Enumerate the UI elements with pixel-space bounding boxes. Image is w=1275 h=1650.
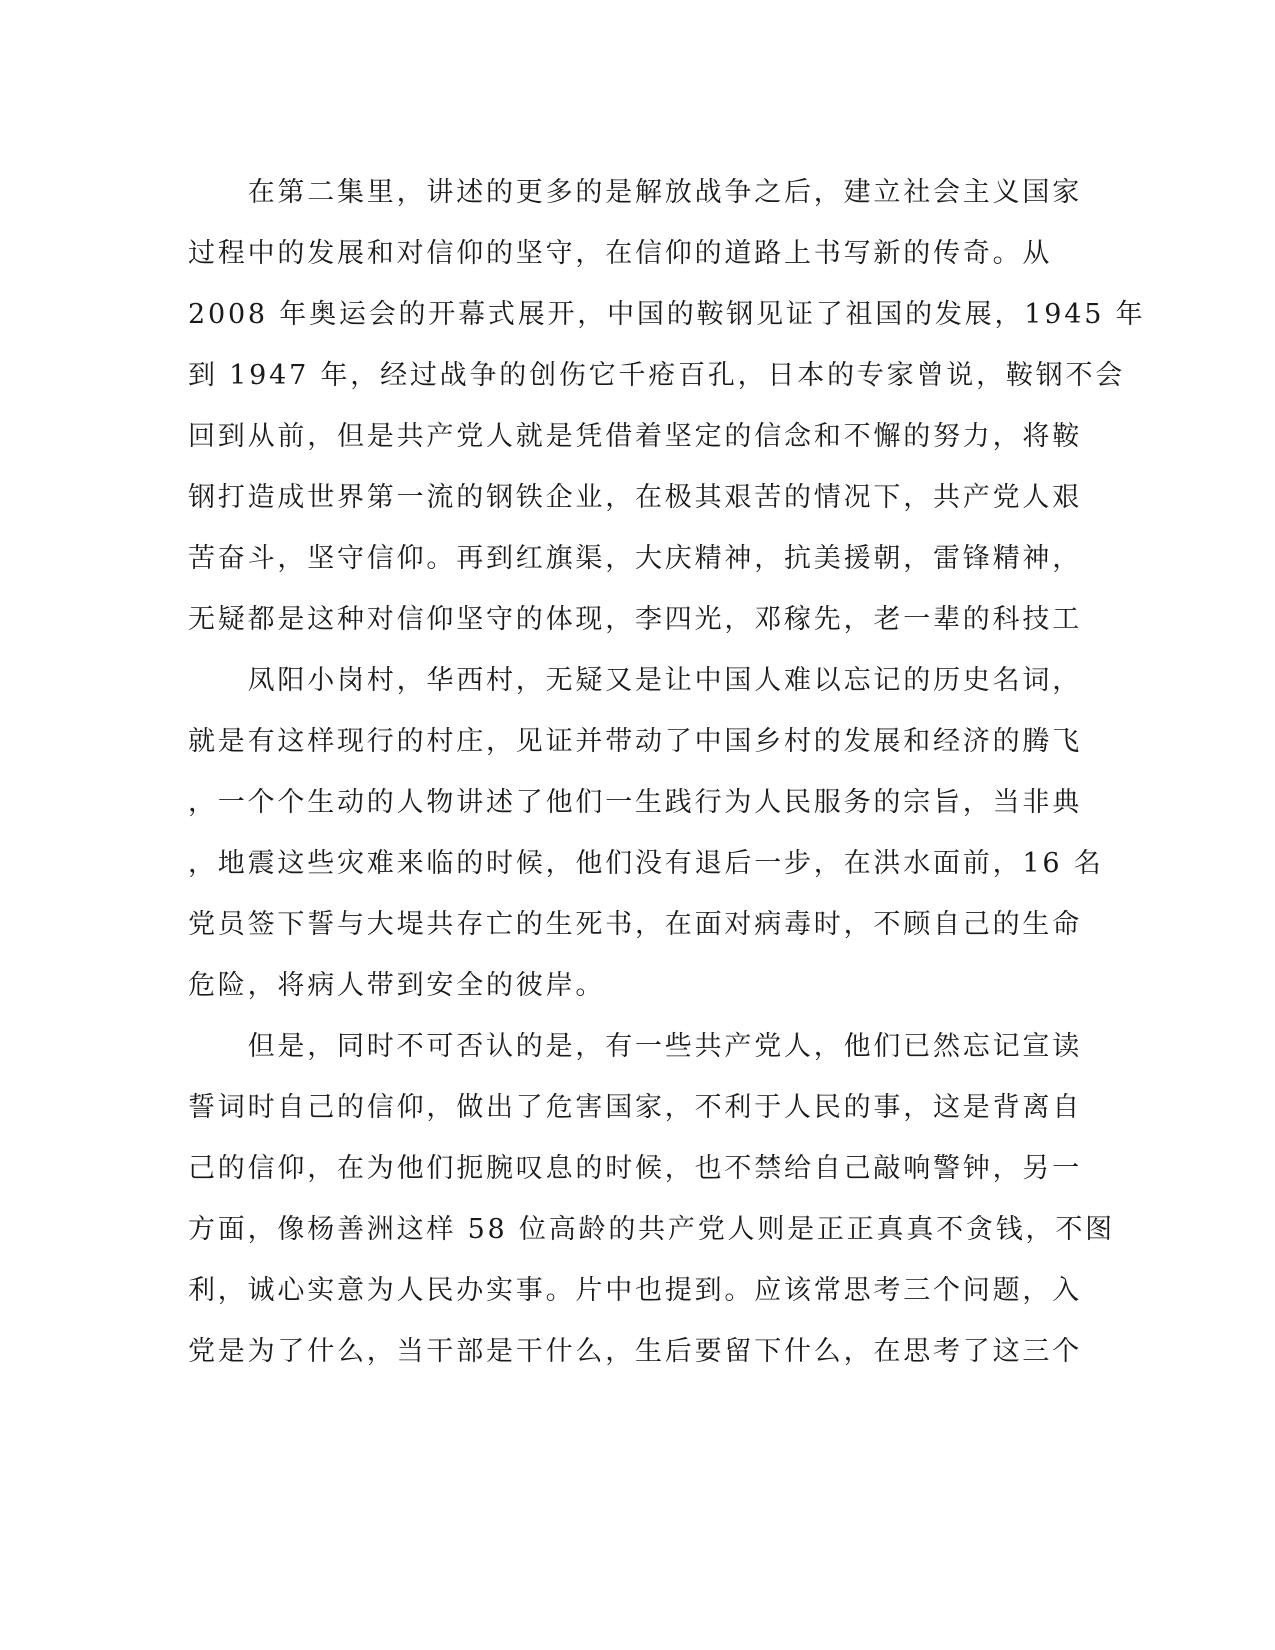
text-line: ，一个个生动的人物讲述了他们一生践行为人民服务的宗旨，当非典 (188, 787, 1082, 818)
text-line: 钢打造成世界第一流的钢铁企业，在极其艰苦的情况下，共产党人艰 (188, 482, 1082, 513)
paragraph-3 (188, 1016, 1115, 1382)
text-line: ，地震这些灾难来临的时候，他们没有退后一步，在洪水面前，16 名 (188, 848, 1104, 879)
text-line: 过程中的发展和对信仰的坚守，在信仰的道路上书写新的传奇。从 (188, 238, 1053, 269)
text-line: 凤阳小岗村，华西村，无疑又是让中国人难以忘记的历史名词， (188, 665, 1082, 696)
text-line: 方面，像杨善洲这样 58 位高龄的共产党人则是正正真真不贪钱，不图 (188, 1214, 1115, 1245)
text-line: 党是为了什么，当干部是干什么，生后要留下什么，在思考了这三个 (188, 1336, 1082, 1367)
text-line: 苦奋斗，坚守信仰。再到红旗渠，大庆精神，抗美援朝，雷锋精神， (188, 543, 1082, 574)
body-text (188, 162, 1146, 1382)
text-line: 利，诚心实意为人民办实事。片中也提到。应该常思考三个问题，入 (188, 1275, 1082, 1306)
text-line: 在第二集里，讲述的更多的是解放战争之后，建立社会主义国家 (188, 177, 1082, 208)
text-line: 无疑都是这种对信仰坚守的体现，李四光，邓稼先，老一辈的科技工 (188, 604, 1082, 635)
text-line: 回到从前，但是共产党人就是凭借着坚定的信念和不懈的努力，将鞍 (188, 421, 1082, 452)
text-line: 誓词时自己的信仰，做出了危害国家，不利于人民的事，这是背离自 (188, 1092, 1082, 1123)
paragraph-1 (188, 162, 1146, 650)
text-line: 就是有这样现行的村庄，见证并带动了中国乡村的发展和经济的腾飞 (188, 726, 1082, 757)
text-line: 党员签下誓与大堤共存亡的生死书，在面对病毒时，不顾自己的生命 (188, 909, 1082, 940)
text-line: 危险，将病人带到安全的彼岸。 (188, 970, 606, 1001)
text-line: 但是，同时不可否认的是，有一些共产党人，他们已然忘记宣读 (188, 1031, 1082, 1062)
text-line: 2008 年奥运会的开幕式展开，中国的鞍钢见证了祖国的发展，1945 年 (188, 299, 1146, 330)
text-line: 己的信仰，在为他们扼腕叹息的时候，也不禁给自己敲响警钟，另一 (188, 1153, 1082, 1184)
text-line: 到 1947 年，经过战争的创伤它千疮百孔，日本的专家曾说，鞍钢不会 (188, 360, 1126, 391)
paragraph-2 (188, 650, 1104, 1016)
